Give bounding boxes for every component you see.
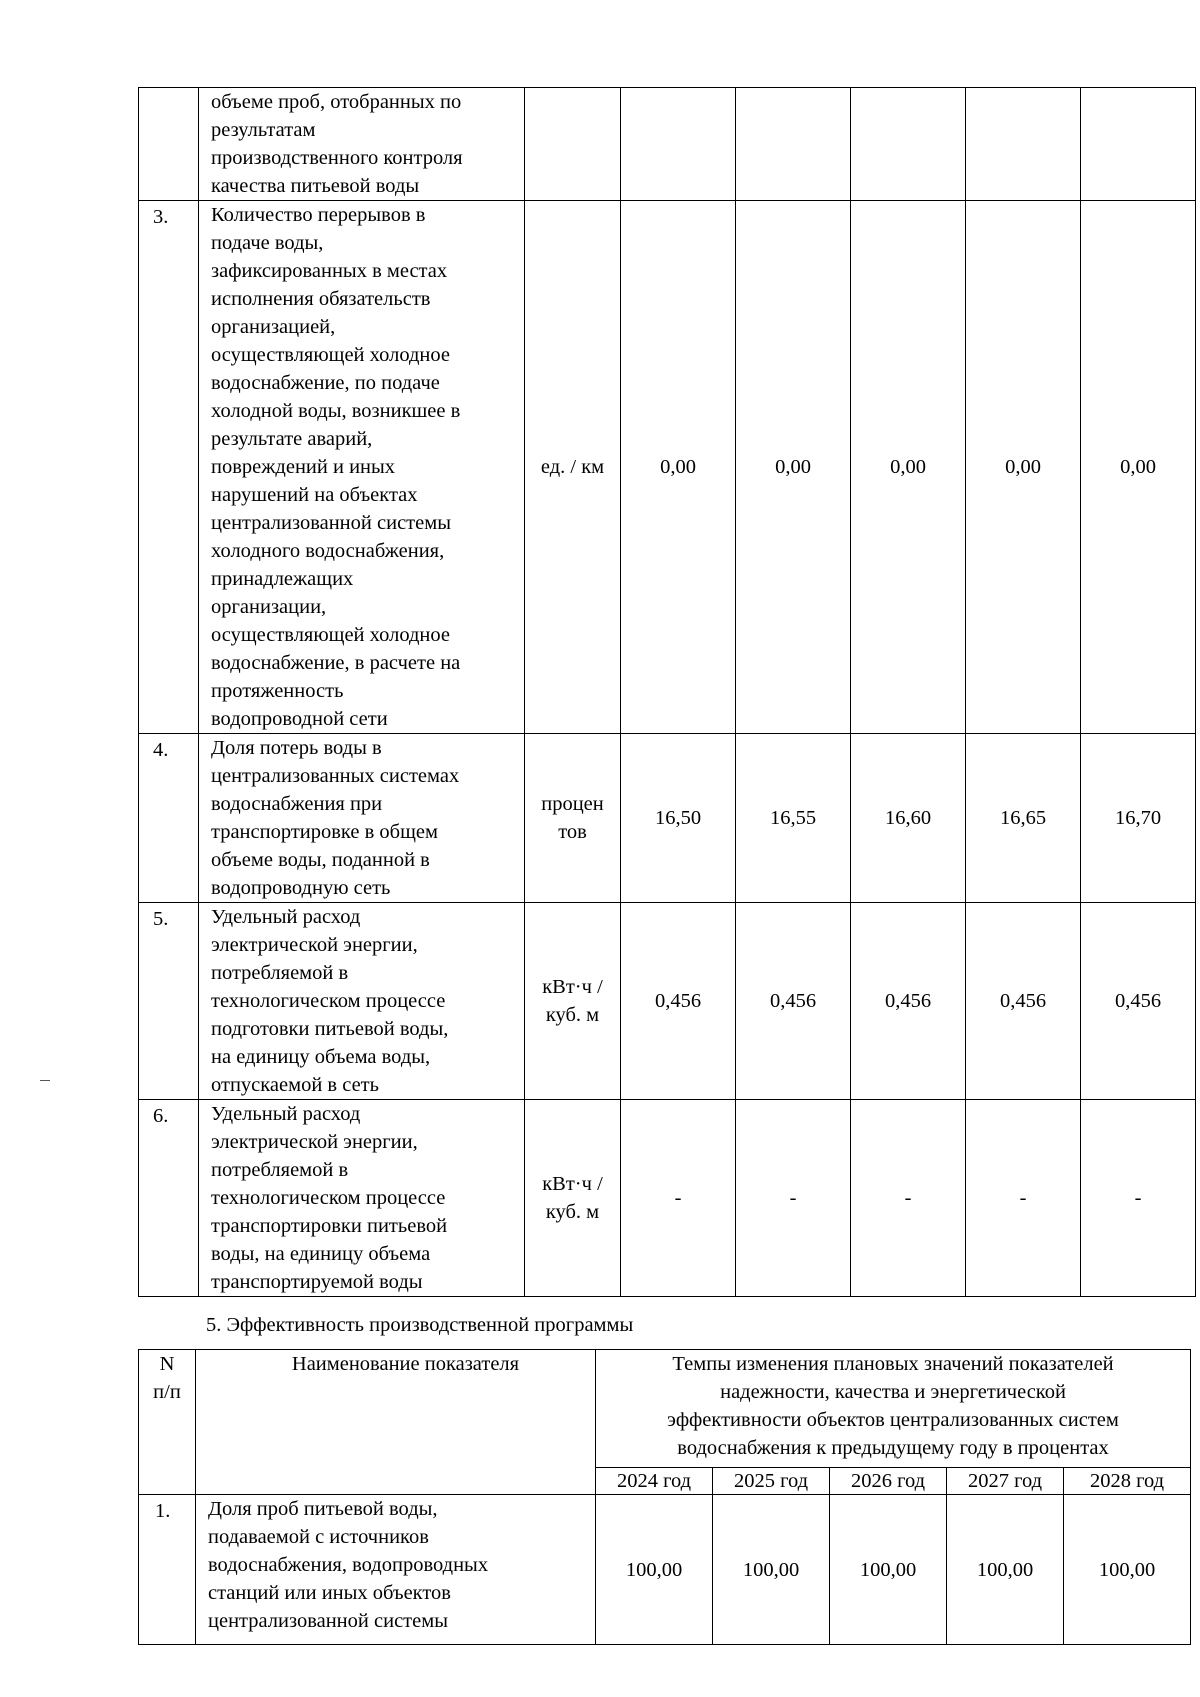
value-cell: 100,00 [713, 1495, 830, 1645]
indicator-name-line: электрической энергии, [211, 1131, 418, 1153]
indicator-name-line: организацией, [211, 316, 336, 338]
year-header: 2027 год [947, 1468, 1064, 1495]
table-row [139, 88, 1196, 201]
indicator-name-line: результатам [211, 119, 316, 141]
unit-line: ед. / км [540, 456, 605, 478]
indicator-name-line: потребляемой в [211, 962, 349, 984]
year-header: 2028 год [1064, 1468, 1191, 1495]
value-cell: 0,00 [621, 201, 736, 734]
efficiency-table [138, 1349, 1191, 1645]
unit-line: кВт·ч / [542, 976, 603, 998]
value-cell: - [851, 1100, 966, 1297]
table-row [139, 1100, 1196, 1297]
indicator-name-line: водоснабжения при [211, 793, 383, 815]
value-cell: 0,456 [1081, 903, 1196, 1100]
value-cell: - [1081, 1100, 1196, 1297]
value-cell [851, 88, 966, 201]
indicator-name-line: водоснабжения, водопроводных [208, 1554, 489, 1576]
indicator-name-line: на единицу объема воды, [211, 1046, 431, 1068]
indicator-name-line: холодного водоснабжения, [211, 540, 445, 562]
unit-line: кВт·ч / [542, 1173, 603, 1195]
indicator-name-line: централизованных системах [211, 765, 460, 787]
indicator-name [199, 903, 525, 1100]
row-number: 6. [139, 1100, 199, 1297]
indicator-name-line: протяженность [211, 680, 344, 702]
value-cell: 16,55 [736, 734, 851, 903]
indicator-name-line: централизованной системы [208, 1610, 448, 1632]
unit-cell [525, 1100, 621, 1297]
indicator-name-line: нарушений на объектах [211, 484, 418, 506]
value-cell: 100,00 [830, 1495, 947, 1645]
indicators-table-body [139, 88, 1196, 1297]
indicator-name-line: транспортируемой воды [211, 1271, 423, 1293]
indicator-name-line: осуществляющей холодное [211, 344, 450, 366]
unit-line: процен [541, 793, 604, 815]
unit-line: куб. м [545, 1201, 600, 1223]
value-cell: 0,456 [621, 903, 736, 1100]
indicator-name-line: результате аварий, [211, 428, 373, 450]
indicator-name-line: транспортировке в общем [211, 821, 438, 843]
indicator-name [199, 88, 525, 201]
indicator-name-line: подготовки питьевой воды, [211, 1018, 449, 1040]
indicator-name-line: принадлежащих [211, 568, 354, 590]
unit-cell [525, 903, 621, 1100]
year-header: 2026 год [830, 1468, 947, 1495]
value-cell [736, 88, 851, 201]
section-5-caption: 5. Эффективность производственной программы [206, 1314, 634, 1336]
indicator-name-line: технологическом процессе [211, 990, 446, 1012]
indicator-name-line: зафиксированных в местах [211, 260, 448, 282]
indicator-name-line: подаваемой с источников [208, 1526, 429, 1548]
indicator-name-line: организации, [211, 596, 327, 618]
indicator-name-line: транспортировки питьевой [211, 1215, 448, 1237]
indicator-name-line: электрической энергии, [211, 934, 418, 956]
row-number: 5. [139, 903, 199, 1100]
value-cell: 0,00 [966, 201, 1081, 734]
header-group-line: надежности, качества и энергетической [720, 1381, 1066, 1403]
header-num-line1: N [159, 1353, 175, 1375]
table-row [139, 903, 1196, 1100]
indicator-name [199, 201, 525, 734]
value-cell [621, 88, 736, 201]
header-num-line2: п/п [153, 1381, 181, 1403]
indicator-name-line: холодной воды, возникшее в [211, 400, 461, 422]
indicator-name-line: водоснабжение, по подаче [211, 372, 440, 394]
value-cell: 100,00 [947, 1495, 1064, 1645]
row-number: 3. [139, 201, 199, 734]
row-number: 4. [139, 734, 199, 903]
table-row [139, 734, 1196, 903]
indicator-name [199, 1100, 525, 1297]
indicator-name-line: Удельный расход [211, 1103, 361, 1125]
header-num [139, 1350, 196, 1495]
indicator-name-line: водопроводной сети [211, 708, 388, 730]
indicator-name-line: водоснабжение, в расчете на [211, 652, 461, 674]
indicator-name-line: Количество перерывов в [211, 204, 426, 226]
indicator-name-line: подаче воды, [211, 232, 324, 254]
indicator-name-line: отпускаемой в сеть [211, 1074, 379, 1096]
indicator-name [196, 1495, 596, 1645]
indicator-name-line: качества питьевой воды [211, 175, 420, 197]
header-group-line: водоснабжения к предыдущему году в процентах [677, 1437, 1109, 1459]
value-cell [966, 88, 1081, 201]
header-group-line: Темпы изменения плановых значений показателей [672, 1353, 1114, 1375]
header-name: Наименование показателя [196, 1350, 596, 1495]
table-row [139, 201, 1196, 734]
value-cell: 16,60 [851, 734, 966, 903]
value-cell: 0,00 [1081, 201, 1196, 734]
value-cell: - [621, 1100, 736, 1297]
value-cell: 16,70 [1081, 734, 1196, 903]
value-cell: 0,00 [851, 201, 966, 734]
row-number [139, 88, 199, 201]
value-cell: 100,00 [1064, 1495, 1191, 1645]
efficiency-header-row [139, 1350, 1191, 1468]
indicators-table [138, 87, 1196, 1297]
table-row [139, 1495, 1191, 1645]
unit-cell [525, 201, 621, 734]
indicator-name [199, 734, 525, 903]
efficiency-table-body [139, 1350, 1191, 1645]
indicator-name-line: осуществляющей холодное [211, 624, 450, 646]
unit-cell [525, 88, 621, 201]
indicator-name-line: технологическом процессе [211, 1187, 446, 1209]
value-cell: 100,00 [596, 1495, 713, 1645]
indicator-name-line: воды, на единицу объема [211, 1243, 431, 1265]
year-header: 2025 год [713, 1468, 830, 1495]
unit-cell [525, 734, 621, 903]
value-cell: - [966, 1100, 1081, 1297]
indicator-name-line: потребляемой в [211, 1159, 349, 1181]
indicator-name-line: объеме воды, поданной в [211, 849, 430, 871]
margin-mark [40, 1080, 50, 1081]
value-cell: 0,456 [736, 903, 851, 1100]
value-cell: 0,456 [966, 903, 1081, 1100]
row-number: 1. [139, 1495, 196, 1645]
header-group [596, 1350, 1191, 1468]
indicator-name-line: исполнения обязательств [211, 288, 431, 310]
indicator-name-line: Доля проб питьевой воды, [208, 1498, 438, 1520]
indicator-name-line: Удельный расход [211, 906, 361, 928]
indicator-name-line: объеме проб, отобранных по [211, 91, 462, 113]
indicator-name-line: повреждений и иных [211, 456, 396, 478]
unit-line: куб. м [545, 1004, 600, 1026]
header-group-line: эффективности объектов централизованных систем [667, 1409, 1119, 1431]
value-cell [1081, 88, 1196, 201]
value-cell: 16,65 [966, 734, 1081, 903]
indicator-name-line: Доля потерь воды в [211, 737, 382, 759]
indicator-name-line: производственного контроля [211, 147, 463, 169]
value-cell: 0,456 [851, 903, 966, 1100]
indicator-name-line: централизованной системы [211, 512, 451, 534]
value-cell: - [736, 1100, 851, 1297]
indicator-name-line: водопроводную сеть [211, 877, 391, 899]
indicator-name-line: станций или иных объектов [208, 1582, 451, 1604]
value-cell: 16,50 [621, 734, 736, 903]
unit-line: тов [558, 821, 587, 843]
value-cell: 0,00 [736, 201, 851, 734]
year-header: 2024 год [596, 1468, 713, 1495]
